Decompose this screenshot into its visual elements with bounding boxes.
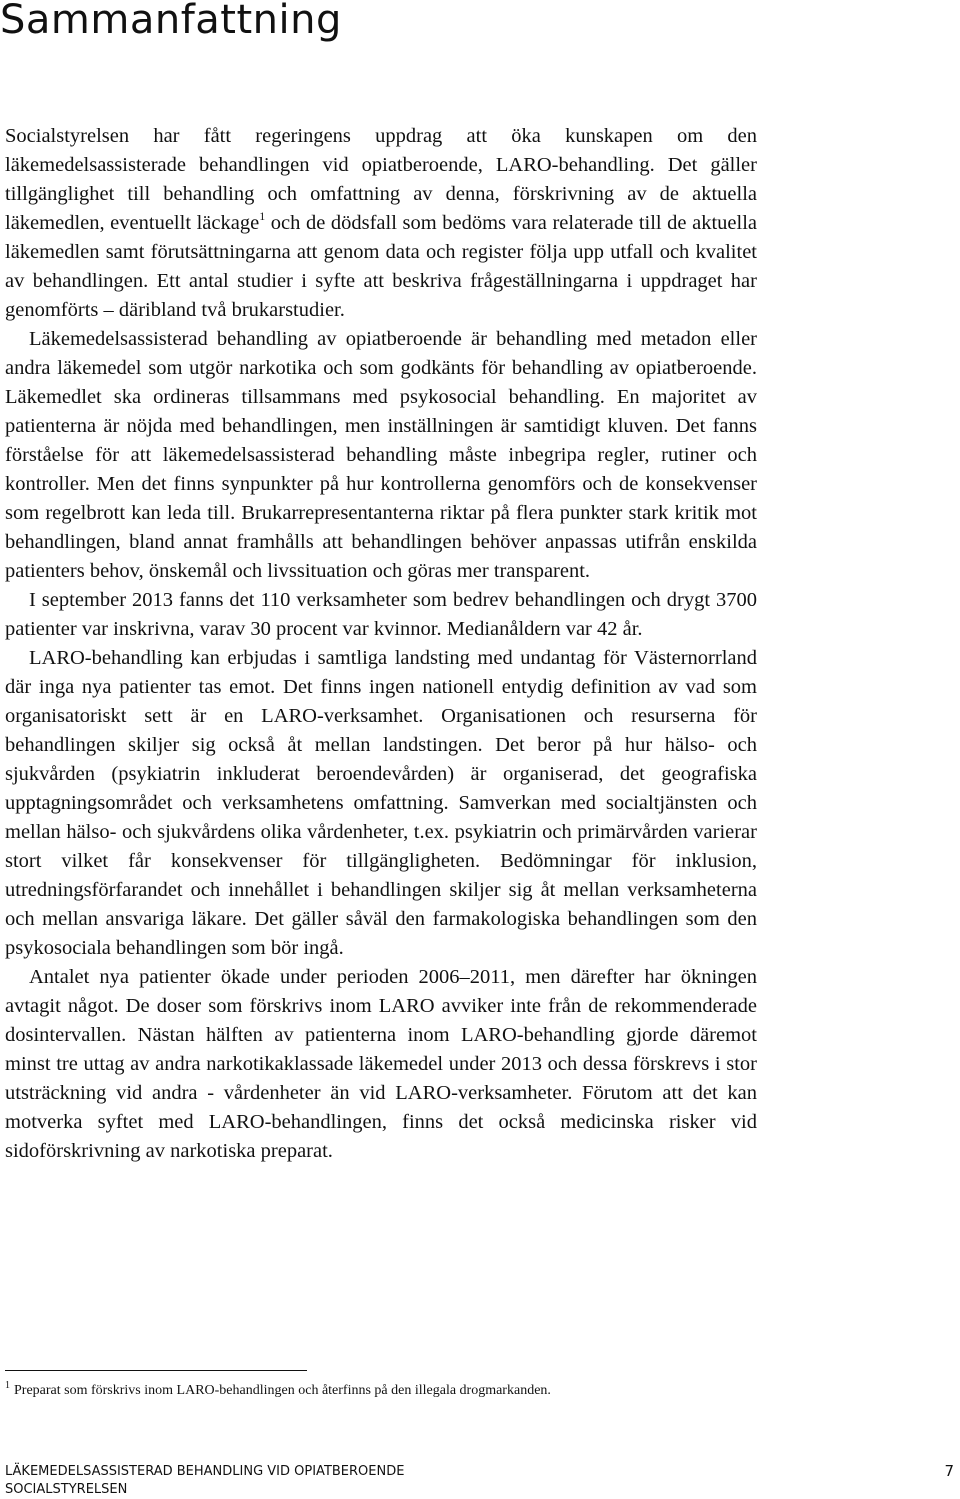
footnote-reference[interactable]: 1 [259,209,266,223]
footnote-number: 1 [5,1380,10,1391]
paragraph-1 [5,122,757,325]
paragraph-4: LARO-behandling kan erbjudas i samtliga landsting med undantag för Västernorrland där inga nya patienter tas emot. Det finns ingen nationell entydig definition av vad som organisatoriskt sett är en LARO-verksamhet. Organisationen och resurserna för behandlingen skiljer sig också åt mellan landstingen. Det beror på hur hälso- och sjukvården (psykiatrin inkluderat beroendevården) är organiserad, det geografiska upptagningsområdet och verksamhetens omfattning. Samverkan med socialtjänsten och mellan hälso- och sjukvårdens olika vårdenheter, t.ex. psykiatrin och primärvården varierar stort vilket får konsekvenser för tillgängligheten. Bedömningar för inklusion, utredningsförfarandet och innehållet i behandlingen skiljer sig åt mellan verksamheterna och mellan ansvariga läkare. Det gäller såväl den farmakologiska behandlingen som den psykosociala behandlingen som bör ingå. [5,647,757,959]
footer-publication-title: LÄKEMEDELSASSISTERAD BEHANDLING VID OPIATBEROENDE [5,1464,405,1479]
paragraph-1-text-start: Socialstyrelsen har fått regeringens uppdrag att öka kunskapen om den läkemedelsassisterade behandlingen vid opiatberoende, LARO-behandling. Det gäller tillgänglighet till behandling och omfattning av denna, förskrivning av de aktuella läkemedlen, eventuellt läckage [5,125,757,234]
paragraph-5: Antalet nya patienter ökade under perioden 2006–2011, men därefter har ökningen avtagit något. De doser som förskrivs inom LARO avviker inte från de rekommenderade dosintervallen. Nästan hälften av patienterna inom LARO-behandling gjorde däremot minst tre uttag av andra narkotikaklassade läkemedel under 2013 och dessa förskrevs i stor utsträckning vid andra - vårdenheter än vid LARO-verksamheter. Förutom att det kan motverka syftet med LARO-behandlingen, finns det också medicinska risker vid sidoförskrivning av narkotiska preparat. [5,966,757,1162]
footnote [5,1381,551,1401]
paragraph-3: I september 2013 fanns det 110 verksamheter som bedrev behandlingen och drygt 3700 patienter var inskrivna, varav 30 procent var kvinnor. Medianåldern var 42 år. [5,589,757,640]
summary-body [5,122,757,1166]
page-title: Sammanfattning [0,0,342,43]
page-number: 7 [944,1462,954,1480]
paragraph-2: Läkemedelsassisterad behandling av opiatberoende är behandling med metadon eller andra läkemedel som utgör narkotika och som godkänts för behandling av opiatberoende. Läkemedlet ska ordineras tillsammans med psykosocial behandling. En majoritet av patienterna är nöjda med behandlingen, men inställningen är samtidigt kluven. Det fanns förståelse för att läkemedelsassisterad behandling måste inbegripa regler, rutiner och kontroller. Men det finns synpunkter på hur kontrollerna genomförs och de konsekvenser som regelbrott kan leda till. Brukarrepresentanterna riktar på flera punkter stark kritik mot behandlingen, bland annat framhålls att behandlingen behöver anpassas utifrån enskilda patienters behov, önskemål och livssituation och göras mer transparent. [5,328,757,582]
paragraph-1-text-end: och de dödsfall som bedöms vara relaterade till de aktuella läkemedlen samt förutsättningarna att genom data och register följa upp utfall och kvalitet av behandlingen. Ett antal studier i syfte att beskriva frågeställningarna i uppdraget har genomförts – däribland två brukarstudier. [5,212,757,321]
footnote-text: Preparat som förskrivs inom LARO-behandlingen och återfinns på den illegala drogmarkanden. [14,1383,551,1398]
footer-publisher: SOCIALSTYRELSEN [5,1482,128,1497]
footnote-divider [5,1370,307,1371]
